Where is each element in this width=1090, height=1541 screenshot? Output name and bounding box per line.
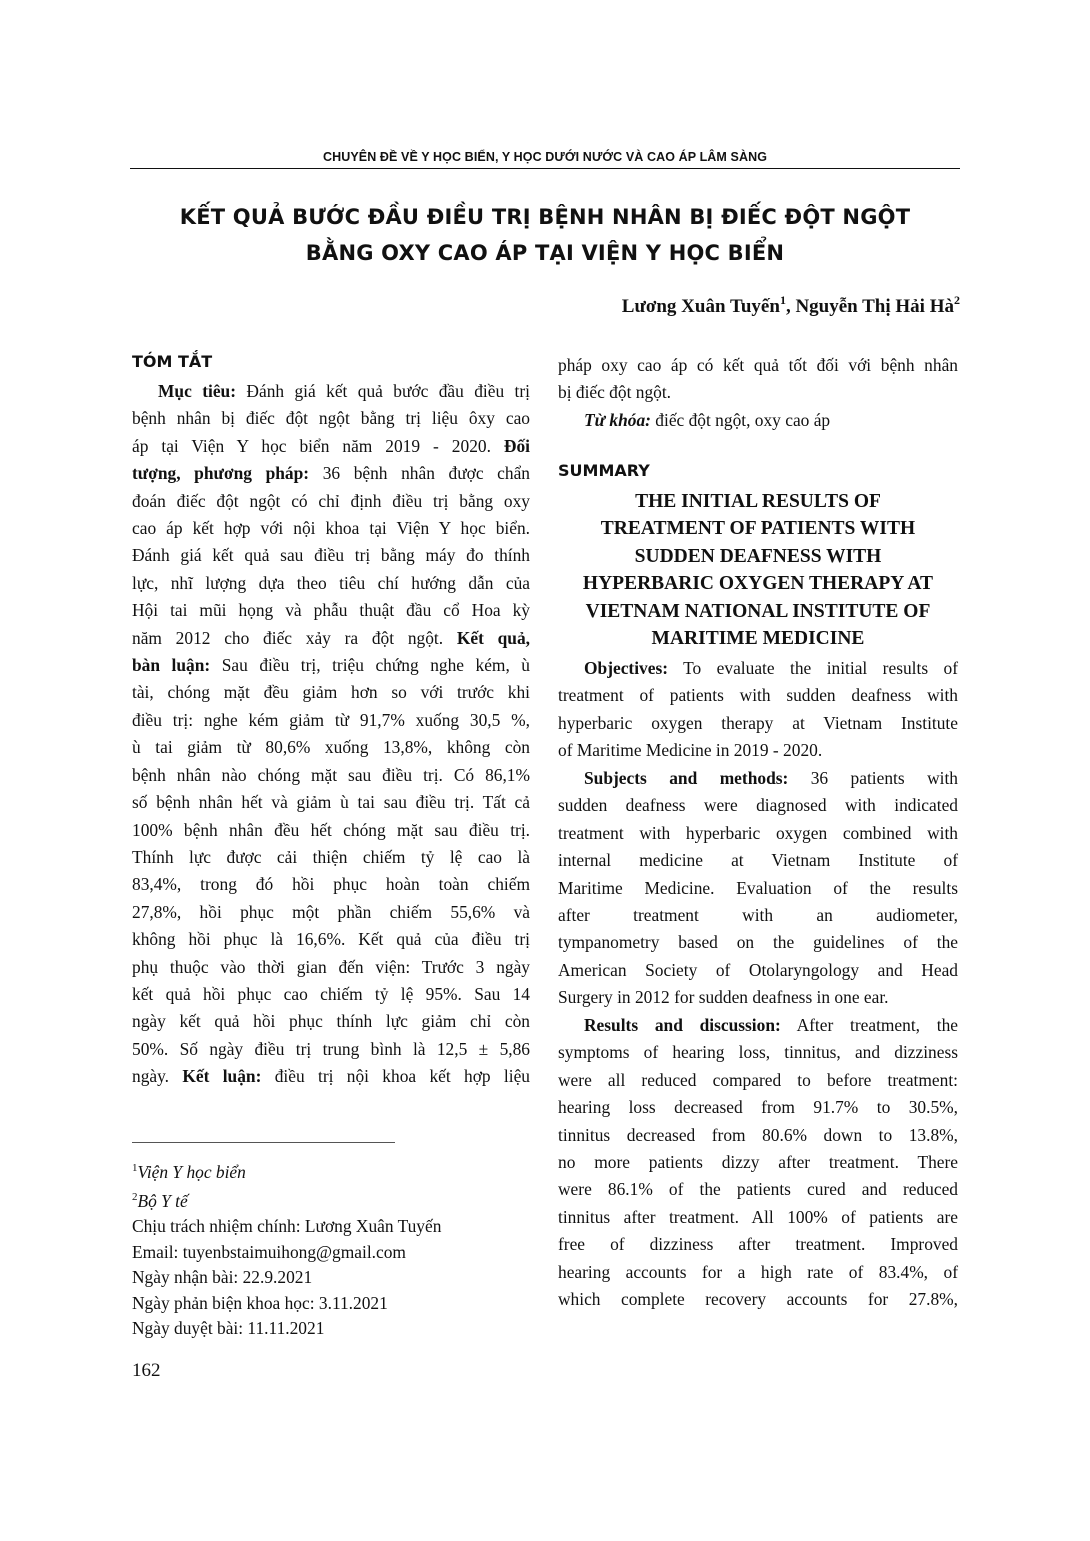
abstract-vi-continued <box>558 352 958 434</box>
summary-subjects <box>558 765 958 1012</box>
objectives-line: treatment of patients with sudden deafness with <box>558 685 958 706</box>
abstract-vi-line: số bệnh nhân hết và giảm ù tai sau điều trị. Tất cả <box>132 792 530 813</box>
subjects-line: treatment with hyperbaric oxygen combined with <box>558 822 958 843</box>
abstract-vi-line: đoán điếc đột ngột có chỉ định điều trị bằng oxy <box>132 490 530 511</box>
affiliation-1-mark: 1 <box>132 1162 138 1174</box>
abstract-vi-line: tượng, phương pháp: 36 bệnh nhân được chẩn <box>132 463 530 484</box>
abstract-vi-line: ngày kết quả hồi phục thính lực giảm chỉ còn <box>132 1011 530 1032</box>
footnotes <box>132 1156 441 1341</box>
results-lines <box>558 1012 958 1313</box>
abstract-vi-line: Đánh giá kết quả sau điều trị bằng máy đo thính <box>132 545 530 566</box>
results-line: tinnitus decreased from 80.6% down to 13.8%, <box>558 1124 958 1145</box>
keywords-text: điếc đột ngột, oxy cao áp <box>650 409 831 430</box>
results-line: free of dizziness after treatment. Improved <box>558 1234 958 1255</box>
author-1: Lương Xuân Tuyến <box>621 296 780 317</box>
abstract-vi-line: lực, nhĩ lượng dựa theo tiêu chí hướng dẫn của <box>132 572 530 593</box>
author-line <box>621 293 960 318</box>
abstract-vi-line: bệnh nhân bị điếc đột ngột bằng trị liệu ôxy cao <box>132 408 530 429</box>
subjects-line: Subjects and methods: 36 patients with <box>584 768 958 788</box>
header-rule <box>130 168 960 169</box>
keywords <box>558 407 958 434</box>
email: Email: tuyenbstaimuihong@gmail.com <box>132 1241 406 1262</box>
abstract-vi-line: kết quả hồi phục cao chiếm tỷ lệ 95%. Sau 14 <box>132 983 530 1004</box>
received-date: Ngày nhận bài: 22.9.2021 <box>132 1267 313 1288</box>
page-number: 162 <box>132 1360 161 1381</box>
abstract-vi-line: bàn luận: Sau điều trị, triệu chứng nghe kém, ù <box>132 655 530 676</box>
affiliation-1 <box>132 1156 441 1185</box>
abstract-vi-line: năm 2012 cho điếc xảy ra đột ngột. Kết quả, <box>132 627 530 648</box>
subjects-lines <box>558 765 958 1012</box>
abstract-vi-line: ngày. Kết luận: điều trị nội khoa kết hợp liệu <box>132 1066 530 1087</box>
summary-title <box>558 488 958 652</box>
summary-results <box>558 1012 958 1313</box>
abstract-vi-line: Hội tai mũi họng và phẫu thuật đầu cổ Hoa kỳ <box>132 600 530 621</box>
subjects-line: internal medicine at Vietnam Institute of <box>558 850 958 871</box>
keywords-label: Từ khóa: <box>584 409 651 430</box>
results-line: symptoms of hearing loss, tinnitus, and dizziness <box>558 1042 958 1063</box>
subjects-label: Subjects and methods: <box>584 768 789 788</box>
results-line: which complete recovery accounts for 27.8%, <box>558 1289 958 1310</box>
results-line: Results and discussion: After treatment, the <box>584 1015 958 1035</box>
subjects-line: Surgery in 2012 for sudden deafness in one ear. <box>558 987 889 1008</box>
abstract-vi-line: cao áp kết hợp với nội khoa tại Viện Y học biển. <box>132 518 530 539</box>
summary-heading: SUMMARY <box>558 461 650 480</box>
affiliation-2 <box>132 1185 441 1214</box>
running-header: CHUYÊN ĐỀ VỀ Y HỌC BIỂN, Y HỌC DƯỚI NƯỚC VÀ CAO ÁP LÂM SÀNG <box>322 150 768 164</box>
summary-title-line-5: VIETNAM NATIONAL INSTITUTE OF <box>585 600 931 622</box>
abstract-vi-line: ù tai giảm từ 80,6% xuống 13,8%, không còn <box>132 737 530 758</box>
abstract-vi-line: 27,8%, hồi phục một phần chiếm 55,6% và <box>132 901 530 922</box>
abstract-vi-line: áp tại Viện Y học biển năm 2019 - 2020. Đối <box>132 435 530 456</box>
results-line: no more patients dizzy after treatment. There <box>558 1152 958 1173</box>
summary-title-line-1: THE INITIAL RESULTS OF <box>635 491 881 512</box>
abstract-vi-line: tài, chóng mặt đều giảm hơn so với trước khi <box>132 682 530 703</box>
summary-title-line-6: MARITIME MEDICINE <box>651 628 865 650</box>
results-label: Results and discussion: <box>584 1015 781 1035</box>
subjects-line: tympanometry based on the guidelines of the <box>558 932 958 953</box>
summary-objectives <box>558 655 958 765</box>
objectives-line: Objectives: To evaluate the initial results of <box>584 658 958 678</box>
subjects-line: American Society of Otolaryngology and Head <box>558 959 958 980</box>
article-title-line-1: KẾT QUẢ BƯỚC ĐẦU ĐIỀU TRỊ BỆNH NHÂN BỊ ĐIẾC ĐỘT NGỘT <box>179 205 911 229</box>
objectives-line: of Maritime Medicine in 2019 - 2020. <box>558 740 823 761</box>
affiliation-2-mark: 2 <box>132 1191 138 1204</box>
abstract-vi-line: Thính lực được cải thiện chiếm tỷ lệ cao là <box>132 846 530 867</box>
abstract-vi-line: không hồi phục là 16,6%. Kết quả của điều trị <box>132 929 530 950</box>
summary-title-line-2: TREATMENT OF PATIENTS WITH <box>600 518 916 540</box>
results-line: tinnitus after treatment. All 100% of patients are <box>558 1206 958 1227</box>
abstract-vi-line: 100% bệnh nhân đều hết chóng mặt sau điều trị. <box>132 819 530 840</box>
continued-line-1: pháp oxy cao áp có kết quả tốt đối với bệnh nhân <box>558 355 958 375</box>
summary-title-line-4: HYPERBARIC OXYGEN THERAPY AT <box>582 573 934 595</box>
abstract-vi-line: Mục tiêu: Đánh giá kết quả bước đầu điều trị <box>158 381 530 401</box>
abstract-heading: TÓM TẮT <box>132 352 213 371</box>
summary-title-line-3: SUDDEN DEAFNESS WITH <box>634 545 882 567</box>
author-separator: , <box>785 296 796 317</box>
abstract-vi-line: phụ thuộc vào thời gian đến viện: Trước 3 ngày <box>132 956 530 977</box>
objectives-line: hyperbaric oxygen therapy at Vietnam Institute <box>558 712 958 733</box>
reviewed-date: Ngày phản biện khoa học: 3.11.2021 <box>132 1292 388 1313</box>
objectives-label: Objectives: <box>584 658 669 678</box>
objectives-lines <box>558 655 958 765</box>
abstract-vi-lines <box>132 378 530 1091</box>
continued-line-2: bị điếc đột ngột. <box>558 382 672 403</box>
corresponding-author: Chịu trách nhiệm chính: Lương Xuân Tuyến <box>132 1216 442 1237</box>
subjects-line: after treatment with an audiometer, <box>558 905 958 926</box>
results-line: hearing accounts for a high rate of 83.4%, of <box>558 1261 958 1282</box>
article-title <box>130 199 960 271</box>
author-2: Nguyễn Thị Hải Hà <box>795 296 954 317</box>
results-line: were all reduced compared to before treatment: <box>558 1069 958 1090</box>
subjects-line: sudden deafness were diagnosed with indicated <box>558 795 958 816</box>
author-1-affiliation-mark: 1 <box>779 293 786 307</box>
results-line: were 86.1% of the patients cured and reduced <box>558 1179 958 1200</box>
abstract-vi-line: bệnh nhân nào chóng mặt sau điều trị. Có 86,1% <box>132 764 530 785</box>
article-title-line-2: BẰNG OXY CAO ÁP TẠI VIỆN Y HỌC BIỂN <box>305 241 785 265</box>
abstract-vi-body <box>132 378 530 1091</box>
affiliation-1-name: Viện Y học biển <box>137 1161 246 1182</box>
abstract-vi-line: 83,4%, trong đó hồi phục hoàn toàn chiếm <box>132 874 530 895</box>
subjects-line: Maritime Medicine. Evaluation of the results <box>558 877 958 898</box>
accepted-date: Ngày duyệt bài: 11.11.2021 <box>132 1318 325 1339</box>
abstract-vi-line: 50%. Số ngày điều trị trung bình là 12,5 ± 5,86 <box>132 1038 530 1059</box>
abstract-vi-line: điều trị: nghe kém giảm từ 91,7% xuống 30,5 %, <box>132 709 530 730</box>
results-line: hearing loss decreased from 91.7% to 30.5%, <box>558 1097 958 1118</box>
author-2-affiliation-mark: 2 <box>954 293 960 307</box>
affiliation-2-name: Bộ Y tế <box>137 1191 188 1211</box>
footnote-rule <box>132 1142 395 1143</box>
